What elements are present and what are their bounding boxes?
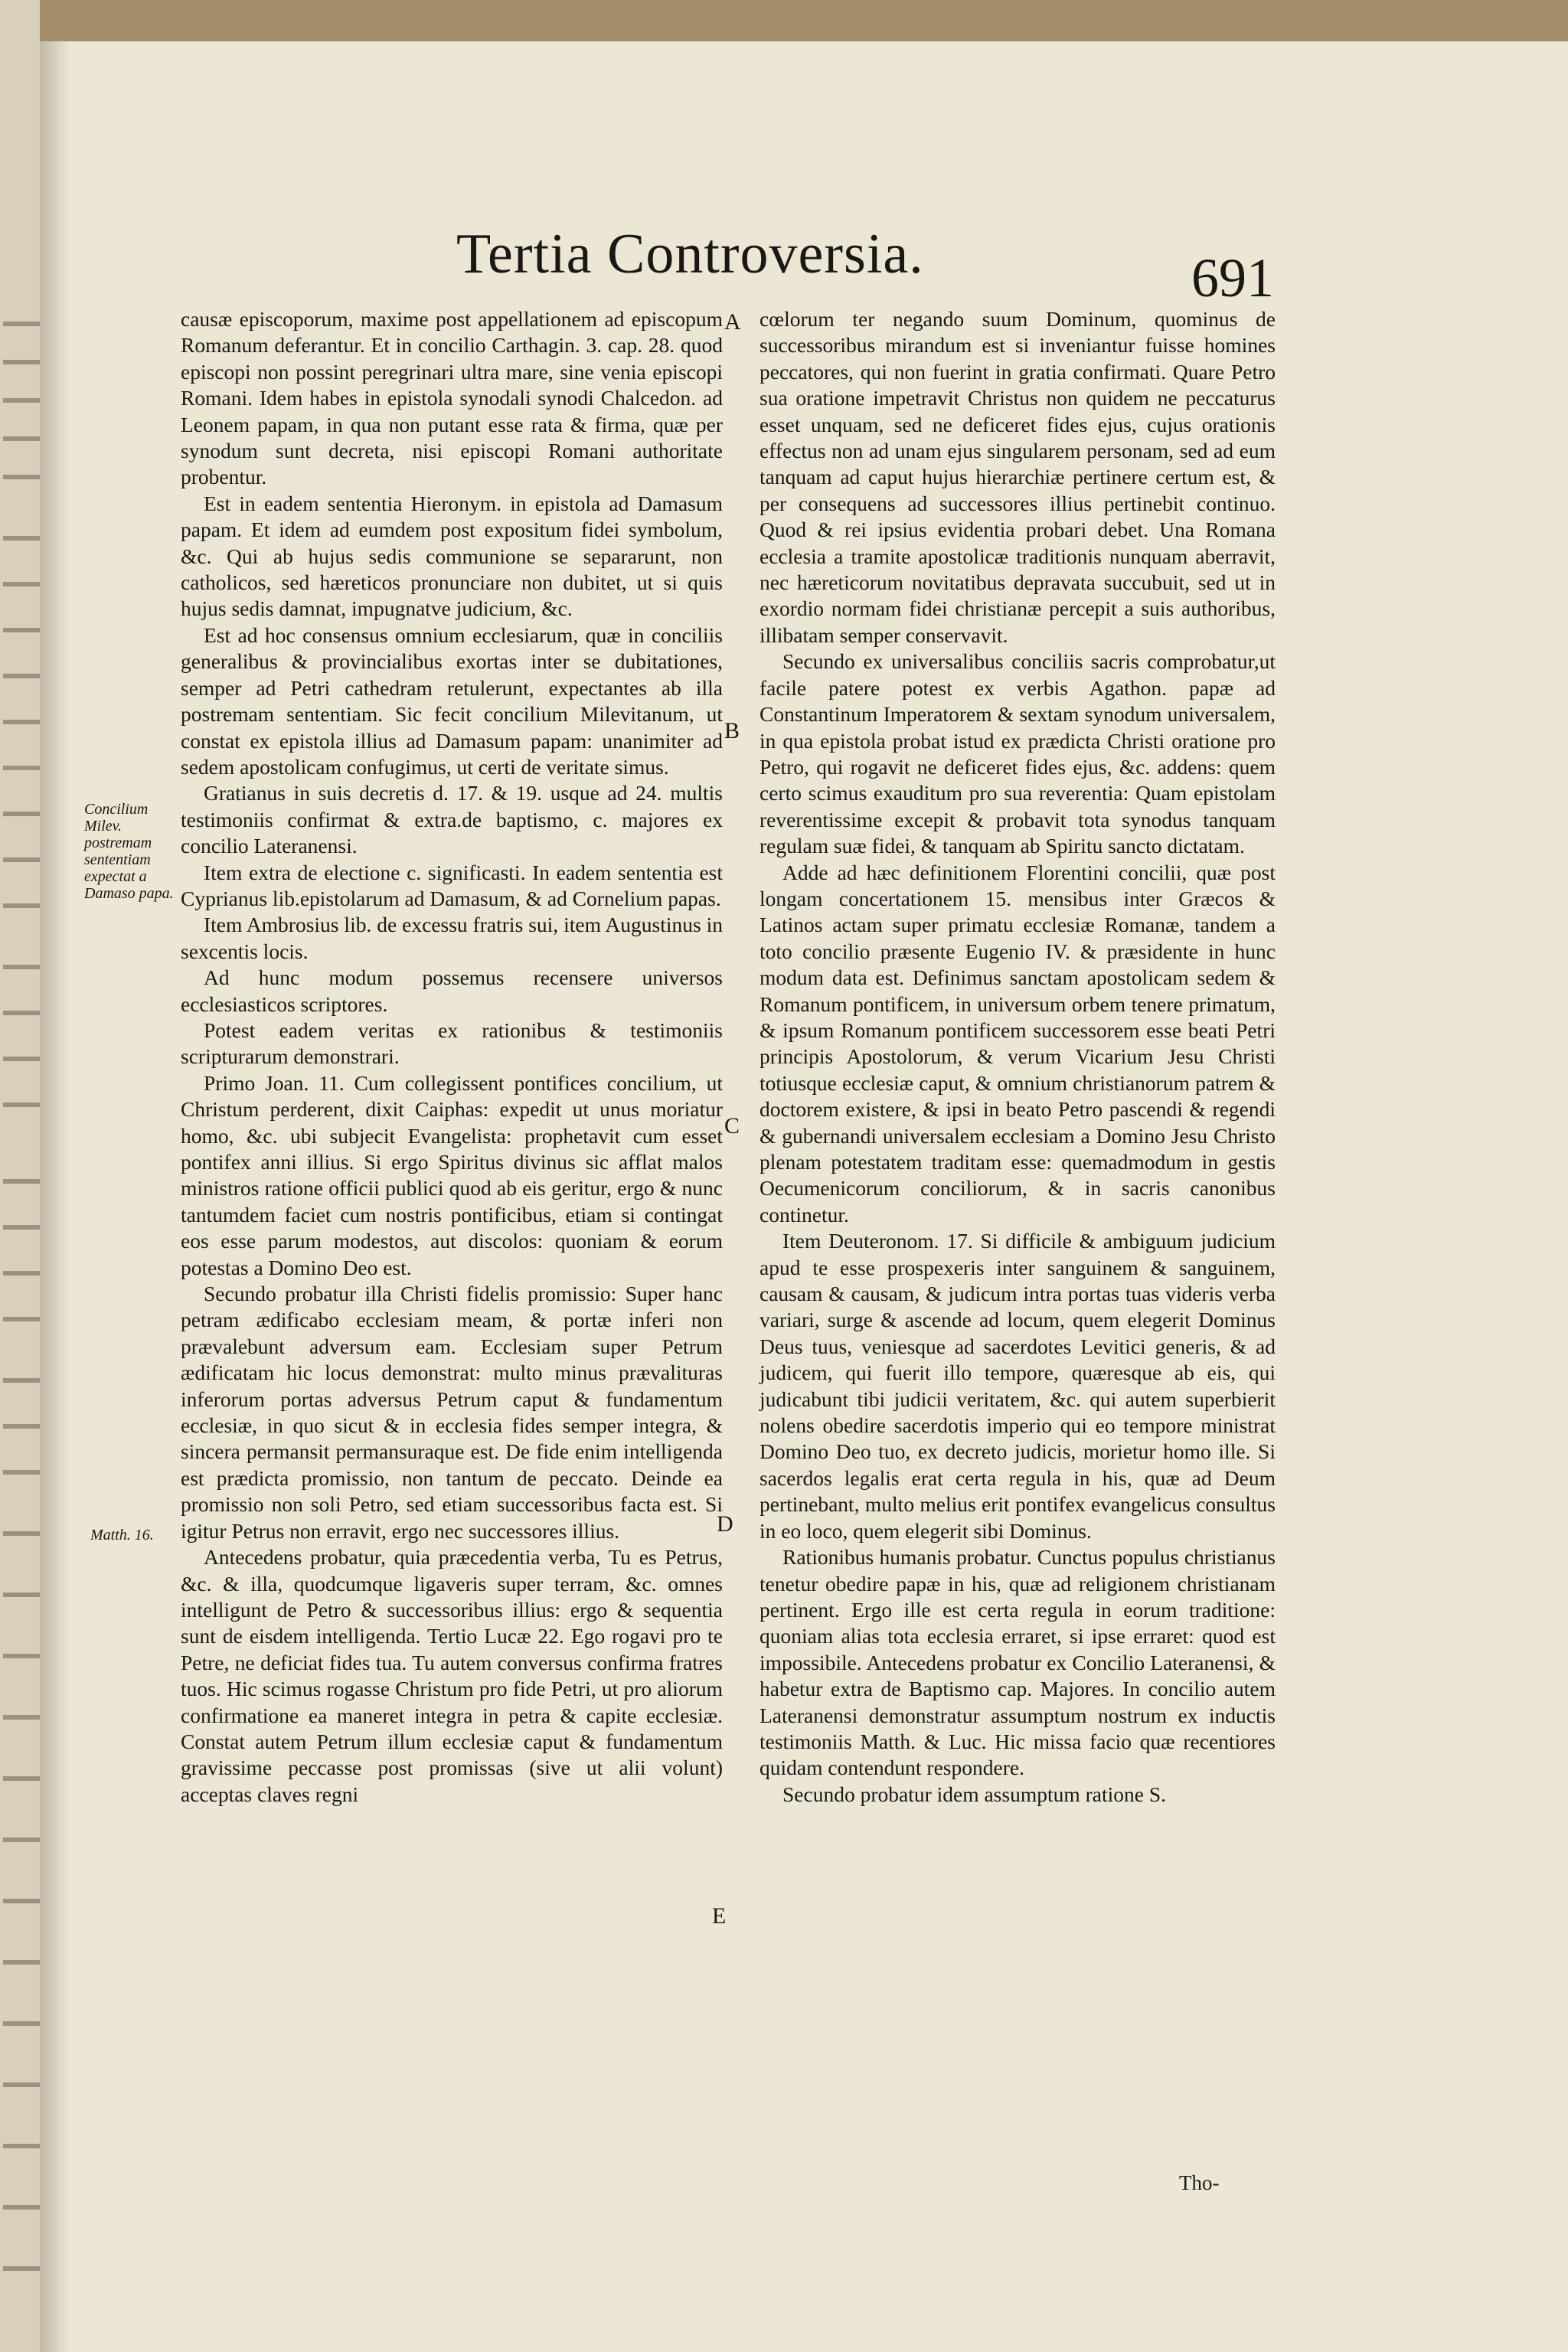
paragraph: Antecedens probatur, quia præcedentia verba, Tu es Petrus, &c. & illa, quodcumque ligaveris super terram, &c. omnes intelligunt de Petro & successoribus illius: ergo & sequentia sunt de eisdem intelligenda. Tertio Lucæ 22. Ego rogavi pro te Petre, ne deficiat fides tua. Tu autem conversus confirma fratres tuos. Hic scimus rogasse Christum pro fide Petri, ut pro aliorum confirmatione ea maneret integra in petra & capite ecclesiæ. Constat autem Petrum illum ecclesiæ caput & fundamentum gravissime peccasse post promissas (sive ut alii volunt) acceptas claves regni: [181, 1545, 723, 1806]
binding-edge: [0, 0, 1568, 41]
paragraph: Item Deuteronom. 17. Si difficile & ambiguum judicium apud te esse prospexeris inter sanguinem & sanguinem, causam & causam, & judicum intra portas tuas videris verba variari, surge & ascende ad locum, quem elegerit Dominus Deus tuus, veniesque ad sacerdotes Levitici generis, & ad judicem, qui fuerit illo tempore, quæresque ab eis, qui judicabunt tibi judicii veritatem, &c. qui autem superbierit nolens obedire sacerdotis imperio qui eo tempore ministrat Domino Deo tuo, ex decreto judicis, morietur homo ille. Si sacerdos legalis erat certa regula in his, quæ ad Deum pertinebant, multo melius erit pontifex evangelicus consultus in eo loco, quem elegerit sibi Dominus.: [760, 1229, 1276, 1543]
paragraph: cœlorum ter negando suum Dominum, quominus de successoribus mirandum est si inveniantur fuisse homines peccatores, qui non fuerint in gratia confirmati. Quare Petro sua oratione impetravit Christus non quidem ne peccaturus esset unquam, sed ne deficeret fides ejus, cujus orationis effectus non ad unam ejus singularem personam, sed ad eum tanquam ad caput hujus hierarchiæ pertinere certum est, & per consequens ad successores illius pertinebit continuo. Quod & rei ipsius evidentia probari debet. Una Romana ecclesia a tramite apostolicæ traditionis nunquam aberravit, nec hæreticorum novitatibus depravata succubuit, sed ut in exordio normam fidei christianæ percepit a suis authoribus, illibatam semper conservavit.: [760, 307, 1276, 647]
paragraph: Primo Joan. 11. Cum collegissent pontifices concilium, ut Christum perderent, dixit Caiphas: expedit ut unus moriatur homo, &c. ubi subjecit Evangelista: prophetavit cum esset pontifex anni illius. Si ergo Spiritus divinus sic afflat malos ministros ratione officii publici quod ab eis geritur, ergo & nunc tantumdem faciet cum nostris pontificibus, etiam si contingat eos esse parum modestos, aut discolos: quoniam & eorum potestas a Domino Deo est.: [181, 1070, 723, 1279]
paragraph: Secundo probatur idem assumptum ratione S.: [782, 1782, 1167, 1806]
section-marker-c: C: [724, 1113, 740, 1138]
paragraph: Item Ambrosius lib. de excessu fratris sui, item Augustinus in sexcentis locis.: [181, 913, 723, 963]
section-marker-e: E: [712, 1903, 727, 1929]
facing-page-edge: [0, 0, 40, 2352]
paragraph: Potest eadem veritas ex rationibus & testimoniis scripturarum demonstrari.: [181, 1018, 723, 1069]
paragraph: Ad hunc modum possemus recensere universos ecclesiasticos scriptores.: [181, 965, 723, 1016]
catchword: Tho-: [1179, 2171, 1220, 2194]
paragraph: causæ episcoporum, maxime post appellationem ad episcopum Romanum deferantur. Et in concilio Carthagin. 3. cap. 28. quod episcopi non possint peregrinari ultra mare, sine venia episcopi Romani. Idem habes in epistola synodali synodi Chalcedon. ad Leonem papam, in qua non putant esse rata & firma, quæ per synodum sunt decreta, nisi episcopi Romani authoritate probentur.: [181, 307, 723, 489]
margin-note-concilium: Concilium Milev. postremam sententiam expectat a Damaso papa.: [84, 801, 174, 902]
section-marker-b: B: [724, 718, 740, 743]
paragraph: Secundo ex universalibus conciliis sacris comprobatur,ut facile patere potest ex verbis Agathon. papæ ad Constantinum Imperatorem & sextam synodum universalem, in qua epistola probat istud ex prædicta Christi oratione pro Petro, qui rogavit ne deficeret fides ejus, &c. addens: quem certo scimus exauditum pro sua reverentia: Quam epistolam reverentissime excepit & probavit tota synodus tanquam regulam suæ fidei, & tanquam ab Spiritu sancto dictatam.: [760, 649, 1276, 858]
running-header-title: Tertia Controversia.: [456, 223, 924, 286]
paragraph: Secundo probatur illa Christi fidelis promissio: Super hanc petram ædificabo ecclesiam meam, & portæ inferi non prævalebunt adversum eam. Ecclesiam super Petrum ædificatam hic locus demonstrat: multo minus prævalituras inferorum portas adversus Petrum caput & fundamentum ecclesiæ, in quo sicut & in ecclesia fides semper integra, & sincera permansit permansuraque est. De fide enim intelligenda est prædicta promissio, non tantum de peccato. Deinde ea promissio non soli Petro, sed etiam successoribus facta est. Si igitur Petrus non erravit, ergo nec successores illius.: [181, 1282, 723, 1543]
margin-note-matth: Matth. 16.: [90, 1527, 154, 1544]
right-text-column: [760, 306, 1276, 1808]
paragraph: Item extra de electione c. significasti. In eadem sententia est Cyprianus lib.epistolarum ad Damasum, & ad Cornelium papas.: [181, 860, 723, 910]
section-marker-a: A: [724, 309, 741, 335]
section-marker-d: D: [717, 1511, 733, 1537]
paragraph: Rationibus humanis probatur. Cunctus populus christianus tenetur obedire papæ in his, quæ ad religionem christianam pertinent. Ergo ille est certa regula in eorum traditione: quoniam alias tota ecclesia erraret, si ipse erraret: quod est impossibile. Antecedens probatur ex Concilio Lateranensi, & habetur extra de Baptismo cap. Majores. In concilio autem Lateranensi demonstratur assumptum nostrum ex inductis testimoniis Matth. & Luc. Hic missa facio quæ recentiores quidam contendunt respondere.: [760, 1545, 1276, 1780]
left-text-column: [181, 306, 723, 1808]
paragraph: Est in eadem sententia Hieronym. in epistola ad Damasum papam. Et idem ad eumdem post expositum fidei symbolum, &c. Qui ab hujus sedis communione se separarunt, non catholicos, sed hæreticos pronunciare non dubitet, ut si quis hujus sedis damnat, impugnatve judicium, &c.: [181, 491, 723, 621]
paragraph: Est ad hoc consensus omnium ecclesiarum, quæ in conciliis generalibus & provincialibus exortas inter se dubitationes, semper ad Petri cathedram retulerunt, expectantes ab illa postremam sententiam. Sic fecit concilium Milevitanum, ut constat ex epistola illius ad Damasum papam: unanimiter ad sedem apostolicam confugimus, ut certi de veritate simus.: [181, 622, 723, 779]
paragraph: Gratianus in suis decretis d. 17. & 19. usque ad 24. multis testimoniis confirmat & extra.de baptismo, c. majores ex concilio Lateranensi.: [181, 781, 723, 858]
paragraph: Adde ad hæc definitionem Florentini concilii, quæ post longam concertationem 15. mensibus inter Græcos & Latinos actam super primatu ecclesiæ Romanæ, tandem a toto concilio præsente Eugenio IV. & præsidente in hunc modum data est. Definimus sanctam apostolicam sedem & Romanum pontificem, in universum orbem tenere primatum, & ipsum Romanum pontificem successorem esse beati Petri principis Apostolorum, & verum Vicarium Jesu Christi totiusque ecclesiæ caput, & omnium christianorum patrem & doctorem existere, & ipsi in beato Petro pascendi & regendi & gubernandi universalem ecclesiam a Domino Jesu Christo plenam potestatem traditam esse: quemadmodum in gestis Oecumenicorum conciliorum, & in sacris canonibus continetur.: [760, 860, 1276, 1227]
page-number: 691: [1191, 247, 1274, 309]
